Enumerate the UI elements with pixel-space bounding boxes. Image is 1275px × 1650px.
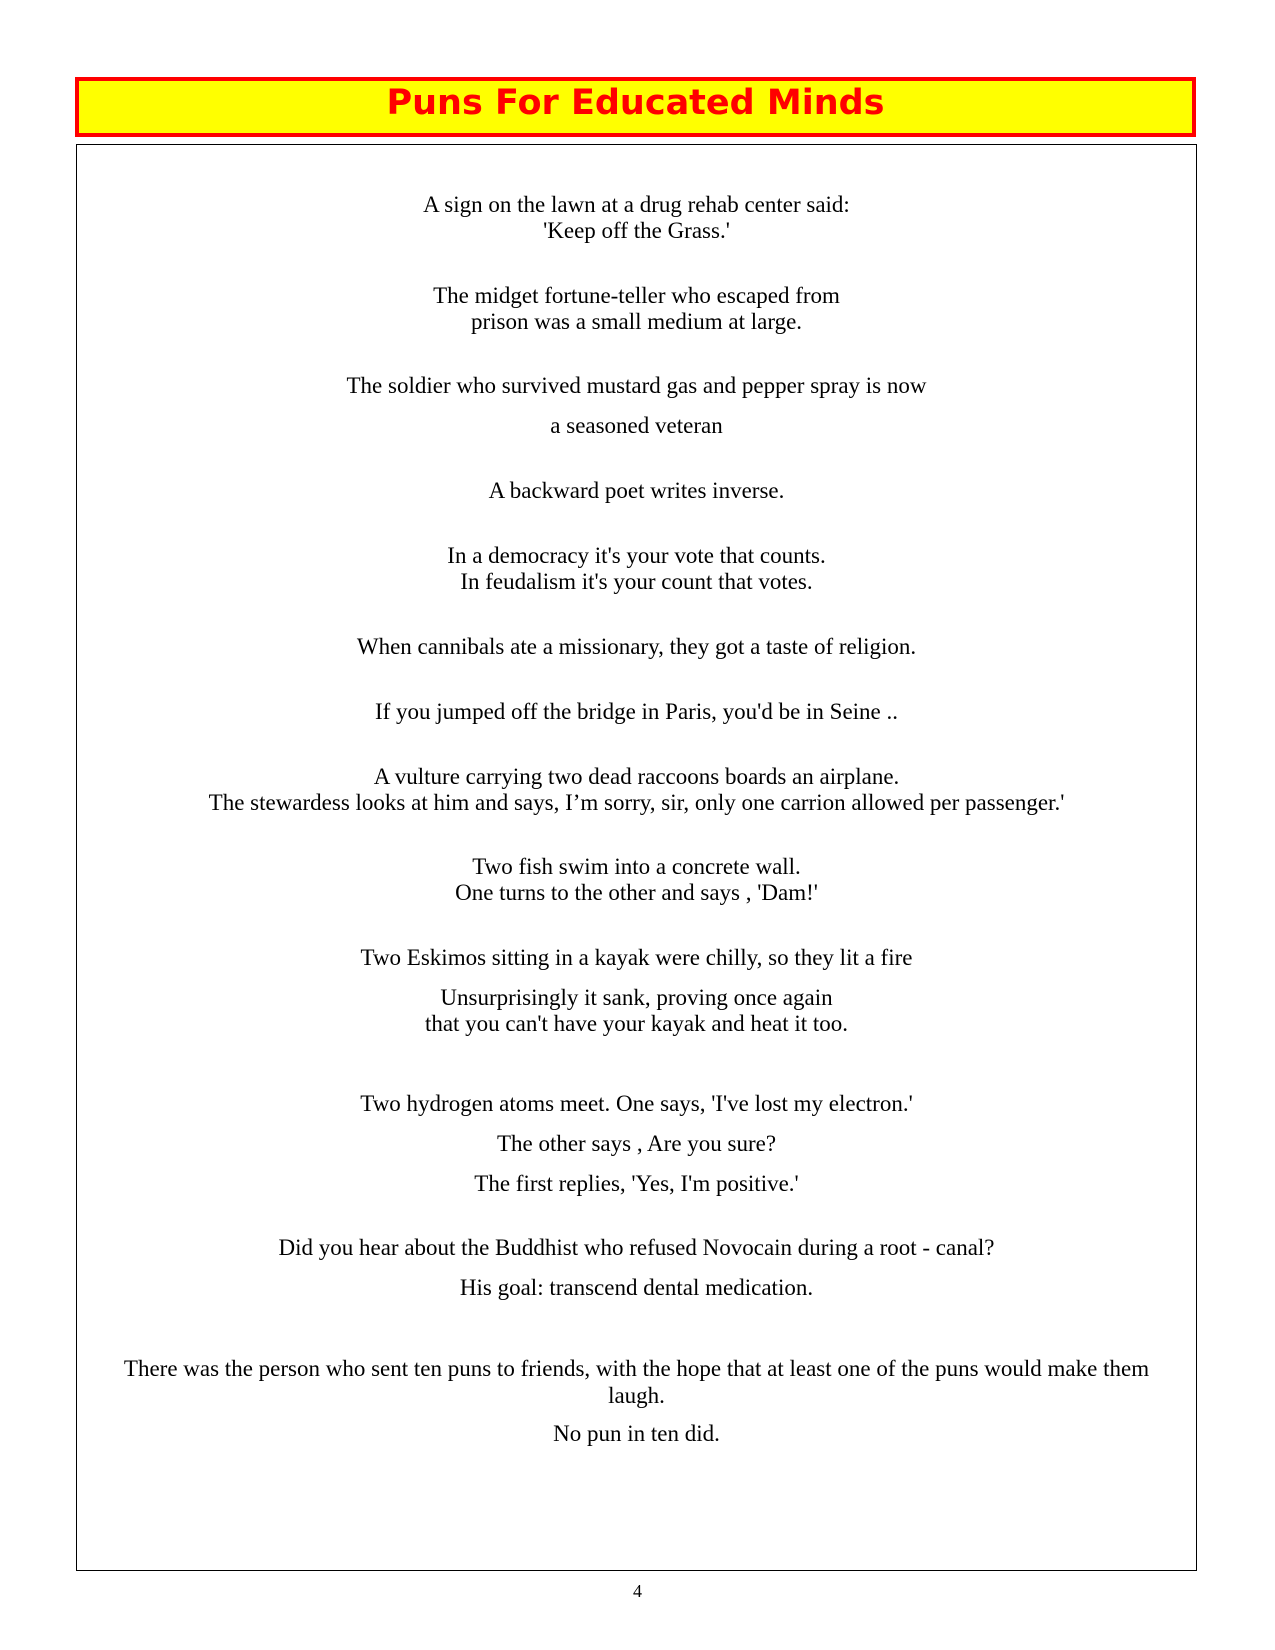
pun-line: No pun in ten did. (553, 1421, 720, 1446)
pun-line: Two Eskimos sitting in a kayak were chilly, so they lit a fire (360, 945, 913, 970)
pun-line: 'Keep off the Grass.' (543, 218, 730, 243)
pun-line: In feudalism it's your count that votes. (460, 569, 813, 594)
page-number: 4 (633, 1581, 642, 1601)
pun-line: Did you hear about the Buddhist who refused Novocain during a root - canal? (278, 1235, 995, 1260)
pun-line: If you jumped off the bridge in Paris, you'd be in Seine .. (374, 699, 899, 724)
pun-line: Unsurprisingly it sank, proving once again (440, 985, 833, 1010)
pun-line: prison was a small medium at large. (470, 309, 803, 334)
pun-line: The soldier who survived mustard gas and pepper spray is now (346, 373, 927, 398)
pun-line: A vulture carrying two dead raccoons boards an airplane. (373, 764, 900, 789)
pun-line: Two hydrogen atoms meet. One says, 'I've lost my electron.' (360, 1091, 913, 1116)
pun-line: A backward poet writes inverse. (488, 478, 785, 503)
title-banner (75, 77, 1196, 137)
pun-line: His goal: transcend dental medication. (459, 1275, 814, 1300)
pun-line: The stewardess looks at him and says, I’m sorry, sir, only one carrion allowed per passenger.' (208, 790, 1065, 815)
pun-line: One turns to the other and says , 'Dam!' (455, 880, 818, 905)
pun-line: that you can't have your kayak and heat it too. (424, 1011, 849, 1036)
page-title: Puns For Educated Minds (386, 83, 885, 123)
pun-line: The first replies, 'Yes, I'm positive.' (474, 1171, 799, 1196)
pun-line: The midget fortune-teller who escaped from (433, 283, 840, 308)
pun-line: In a democracy it's your vote that counts. (447, 543, 826, 568)
pun-line: There was the person who sent ten puns to friends, with the hope that at least one of the puns would make them laugh. (123, 1356, 1150, 1408)
pun-line: When cannibals ate a missionary, they got a taste of religion. (356, 634, 917, 659)
pun-line: A sign on the lawn at a drug rehab center said: (423, 192, 850, 217)
pun-line: Two fish swim into a concrete wall. (472, 854, 801, 879)
pun-line: a seasoned veteran (550, 413, 723, 438)
puns-content-box (76, 144, 1197, 1571)
pun-line: The other says , Are you sure? (496, 1131, 777, 1156)
